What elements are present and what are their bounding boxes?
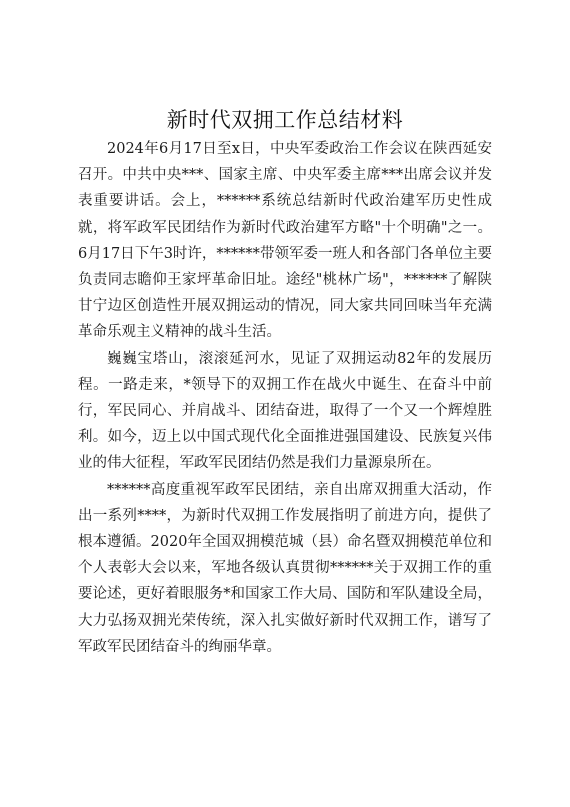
- paragraph: 巍巍宝塔山，滚滚延河水，见证了双拥运动82年的发展历程。一路走来，*领导下的双拥工作在战火中诞生、在奋斗中前行，军民同心、并肩战斗、团结奋进，取得了一个又一个辉煌胜利。如今，迈上以中国式现代化全面推进强国建设、民族复兴伟业的伟大征程，军政军民团结仍然是我们力量源泉所在。: [78, 350, 492, 472]
- document-body: [78, 136, 492, 660]
- paragraph: 2024年6月17日至x日，中央军委政治工作会议在陕西延安召开。中共中央***、国家主席、中央军委主席***出席会议并发表重要讲话。会上，******系统总结新时代政治建军历史性成就，将军政军民团结作为新时代政治建军方略"十个明确"之一。6月17日下午3时许，******带领军委一班人和各部门各单位主要负责同志瞻仰王家坪革命旧址。途经"桃林广场"，******了解陕甘宁边区创造性开展双拥运动的情况，同大家共同回味当年充满革命乐观主义精神的战斗生活。: [78, 141, 492, 341]
- document-title: 新时代双拥工作总结材料: [166, 108, 404, 132]
- paragraph: ******高度重视军政军民团结，亲自出席双拥重大活动，作出一系列****，为新时代双拥工作发展指明了前进方向，提供了根本遵循。2020年全国双拥模范城（县）命名暨双拥模范单位和个人表彰大会以来，军地各级认真贯彻******关于双拥工作的重要论述，更好着眼服务*和国家工作大局、国防和军队建设全局，大力弘扬双拥光荣传统，深入扎实做好新时代双拥工作，谱写了军政军民团结奋斗的绚丽华章。: [78, 481, 492, 655]
